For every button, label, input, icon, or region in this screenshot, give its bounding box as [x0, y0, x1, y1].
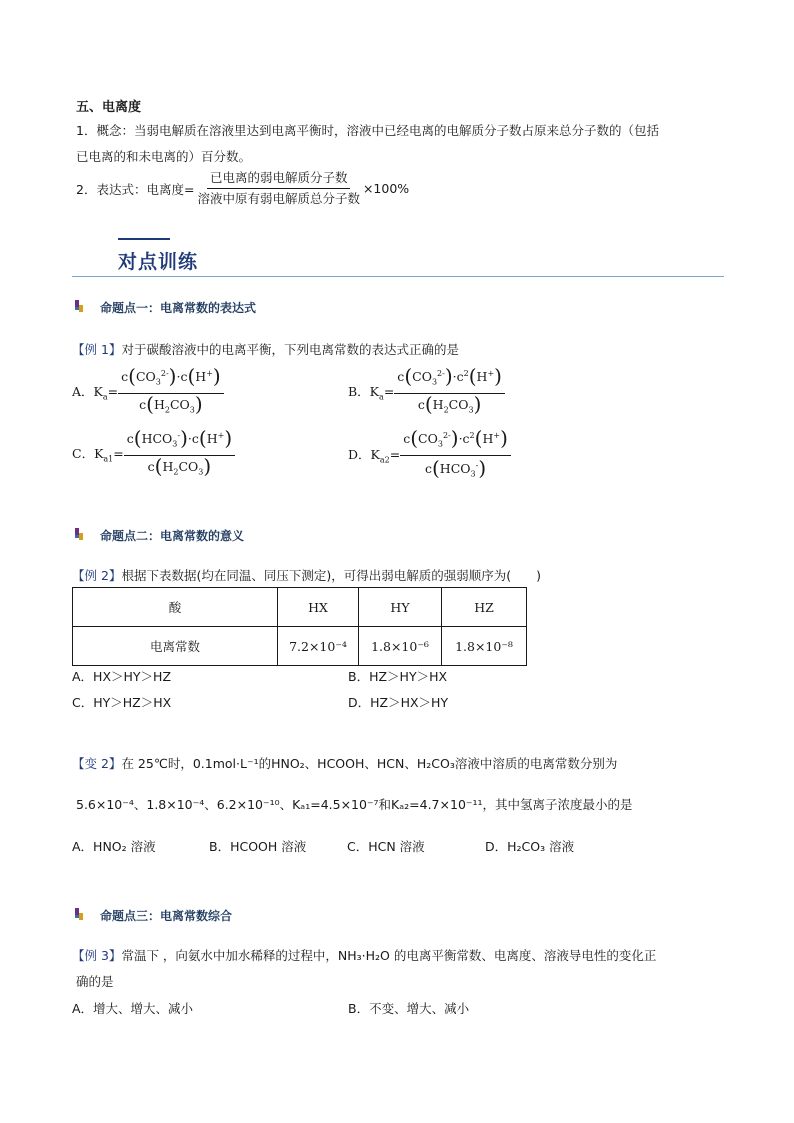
table-cell: 酸	[73, 588, 278, 627]
title-accent-line	[118, 238, 170, 240]
concept-line-2: 已电离的和未电离的）百分数。	[76, 149, 252, 164]
table-cell: HY	[359, 588, 442, 627]
option-c: C．HY＞HZ＞HX	[72, 695, 172, 710]
option-b-fraction: $\frac{c(CO_3^{2-})\cdot c^2(H^+)}{c(H_2CO_3)}$	[394, 366, 505, 418]
option-b: B．HZ＞HY＞HX	[348, 669, 448, 684]
table-header-row	[73, 588, 527, 627]
variant-label: 【变 2】	[72, 756, 122, 771]
option-b: B．$K_a=$ $\frac{c(CO_3^{2-})\cdot c^2(H^+)}{c(H_2CO_3)}$	[348, 366, 505, 418]
example-line-1: 常温下 ，向氨水中加水稀释的过程中，NH₃·H₂O 的电离平衡常数、电离度、溶液导电性的变化正	[121, 948, 657, 963]
topic-bullet-icon	[74, 528, 84, 540]
variant-option-a: A．HNO₂ 溶液	[72, 839, 156, 854]
variant-line-2: 5.6×10⁻⁴、1.8×10⁻⁴、6.2×10⁻¹⁰、Kₐ₁=4.5×10⁻⁷和Kₐ₂=4.7×10⁻¹¹，其中氢离子浓度最小的是	[76, 797, 633, 812]
example-1	[72, 340, 459, 358]
expr-suffix: ×100%	[362, 181, 410, 196]
option-d-fraction: $\frac{c(CO_3^{2-})\cdot c^2(H^+)}{c(HCO_3^-)}$	[400, 428, 511, 482]
option-a: A．HX＞HY＞HZ	[72, 669, 172, 684]
topic-bullet-icon	[74, 908, 84, 920]
table-cell: HZ	[442, 588, 527, 627]
section-title: 对点训练	[118, 251, 199, 273]
expr-fraction	[194, 170, 363, 207]
topic-heading: 命题点三：电离常数综合	[100, 909, 233, 923]
example-label: 【例 1】	[72, 342, 122, 357]
option-subscript: a	[379, 392, 384, 402]
topic-heading: 命题点一：电离常数的表达式	[100, 301, 257, 315]
example-label: 【例 2】	[72, 568, 122, 583]
variant-line-1: 在 25℃时，0.1mol·L⁻¹的HNO₂、HCOOH、HCN、H₂CO₃溶液中溶质的电离常数分别为	[121, 756, 618, 771]
section-rule	[72, 276, 724, 277]
variant-option-d: D．H₂CO₃ 溶液	[485, 839, 575, 854]
variant-2	[72, 754, 617, 772]
ionization-constant-table	[72, 587, 527, 666]
example-label: 【例 3】	[72, 948, 122, 963]
option-subscript: a2	[379, 455, 390, 465]
table-cell: 1.8×10⁻⁶	[359, 627, 442, 666]
expr-denominator: 溶液中原有弱电解质总分子数	[197, 191, 360, 206]
option-label: C．K	[72, 446, 104, 462]
option-d: D．HZ＞HX＞HY	[348, 695, 449, 710]
table-row	[73, 627, 527, 666]
table-cell: 电离常数	[73, 627, 278, 666]
option-d: D．$K_{a2}=$ $\frac{c(CO_3^{2-})\cdot c^2(H^+)}{c(HCO_3^-)}$	[348, 428, 511, 482]
option-c-fraction: $\frac{c(HCO_3^-)\cdot c(H^+)}{c(H_2CO_3)}$	[124, 428, 235, 480]
option-subscript: a1	[103, 454, 114, 464]
example-3	[72, 946, 656, 964]
option-a-fraction: $\frac{c(CO_3^{2-})\cdot c(H^+)}{c(H_2CO_3)}$	[118, 366, 224, 418]
option-b: B．不变、增大、减小	[348, 1001, 470, 1016]
option-a: A．$K_a=$ $\frac{c(CO_3^{2-})\cdot c(H^+)}{c(H_2CO_3)}$	[72, 366, 224, 418]
variant-option-b: B．HCOOH 溶液	[209, 839, 307, 854]
table-cell: 1.8×10⁻⁸	[442, 627, 527, 666]
variant-option-c: C．HCN 溶液	[347, 839, 425, 854]
ionization-degree-expression	[76, 170, 409, 207]
example-text: 根据下表数据(均在同温、同压下测定)，可得出弱电解质的强弱顺序为( )	[121, 568, 541, 583]
example-2	[72, 566, 541, 584]
option-label: A．K	[72, 384, 103, 400]
topic-heading: 命题点二：电离常数的意义	[100, 529, 245, 543]
option-label: B．K	[348, 384, 380, 400]
concept-line-1: 1．概念：当弱电解质在溶液里达到电离平衡时，溶液中已经电离的电解质分子数占原来总分子数的（包括	[76, 123, 659, 138]
option-subscript: a	[102, 392, 108, 402]
expr-numerator: 已电离的弱电解质分子数	[207, 170, 351, 189]
example-text: 对于碳酸溶液中的电离平衡，下列电离常数的表达式正确的是	[121, 342, 459, 357]
expr-prefix: 2．表达式：电离度=	[76, 181, 195, 197]
option-a: A．增大、增大、减小	[72, 1001, 194, 1016]
section-heading: 五、电离度	[76, 100, 142, 115]
topic-bullet-icon	[74, 300, 84, 312]
option-label: D．K	[348, 447, 380, 463]
table-cell: HX	[278, 588, 359, 627]
example-line-2: 确的是	[76, 974, 114, 989]
table-cell: 7.2×10⁻⁴	[278, 627, 359, 666]
option-c: C．$K_{a1}=$ $\frac{c(HCO_3^-)\cdot c(H^+)}{c(H_2CO_3)}$	[72, 428, 235, 480]
